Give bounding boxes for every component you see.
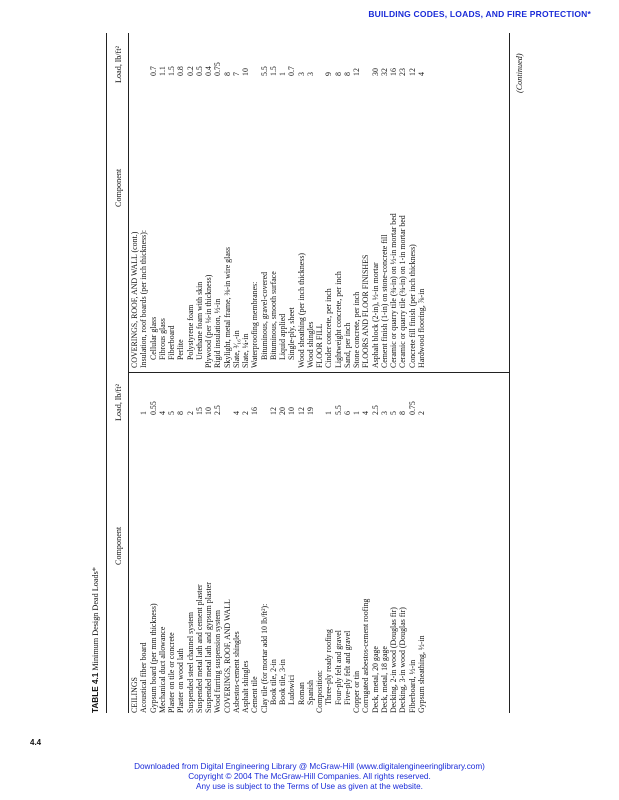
row-load-value: 5 (389, 411, 398, 415)
row-load-value: 0.75 (213, 62, 223, 76)
row-load-value: 2 (241, 411, 250, 415)
table-row (204, 375, 213, 713)
table-row (361, 375, 370, 713)
table-row (389, 33, 398, 368)
dead-loads-table (91, 33, 531, 713)
download-footer (0, 762, 619, 792)
row-load-value: 1.1 (157, 66, 167, 76)
row-component: Fiberboard, ½-in (407, 659, 417, 713)
table-row (130, 33, 139, 368)
table-row (343, 33, 352, 368)
row-component: Decking, 3-in wood (Douglas fir) (398, 607, 408, 713)
right-component-header: Component (114, 168, 123, 207)
row-component: Skylight, metal frame, ⅜-in wire glass (222, 247, 232, 368)
row-load-value: 8 (342, 72, 352, 76)
table-row (297, 375, 306, 713)
footer-line-1[interactable]: Downloaded from Digital Engineering Library @ McGraw-Hill (www.digitalengineeringlibrary.com) (134, 762, 485, 771)
row-component: Acoustical fiber board (139, 642, 149, 713)
row-component: Gypsum sheathing, ½-in (416, 635, 426, 713)
row-component: Mechanical duct allowance (157, 626, 167, 713)
table-row (186, 33, 195, 368)
row-component: Ceramic or quarry tile (¾-in) on ½-in mortar bed (389, 213, 398, 368)
table-row (278, 375, 287, 713)
table-row (324, 33, 333, 368)
table-row (334, 33, 343, 368)
row-load-value: 8 (398, 411, 408, 415)
table-row (260, 375, 269, 713)
row-load-value: 4 (231, 411, 241, 415)
row-component: Slate, ¼-in (241, 333, 250, 368)
table-row (176, 33, 185, 368)
row-component: Deck, metal, 18 gage (379, 646, 389, 713)
table-row (167, 375, 176, 713)
row-load-value: 3 (296, 72, 306, 76)
table-row (232, 375, 241, 713)
row-load-value: 5.5 (259, 66, 269, 76)
table-row (158, 375, 167, 713)
row-component: Clay tile (for mortar add 10 lb/ft²): (259, 603, 269, 713)
row-component: FLOORS AND FLOOR FINISHES (361, 254, 371, 368)
right-load-header: Load, lb/ft² (114, 45, 123, 83)
row-component: Roman (296, 682, 306, 705)
row-component: Concrete fill finish (per inch thickness) (407, 244, 417, 368)
row-load-value: 1.5 (268, 66, 278, 76)
row-component: Waterproofing membranes: (250, 281, 260, 368)
row-load-value: 1 (278, 72, 287, 76)
table-bottom-rule (509, 33, 510, 713)
row-component: COVERINGS, ROOF, AND WALL (cont.) (130, 231, 139, 368)
row-load-value: 1.5 (167, 66, 176, 76)
table-row (250, 33, 259, 368)
row-component: Insulation, roof boards (per inch thickness): (139, 229, 149, 368)
row-component: FLOOR FILL (315, 323, 324, 368)
row-load-value: 12 (407, 68, 417, 76)
row-load-value: 2 (416, 411, 426, 415)
row-load-value: 30 (370, 68, 380, 76)
row-component: Ludowici (287, 674, 297, 705)
table-row (232, 33, 241, 368)
row-load-value: 0.2 (185, 66, 195, 76)
table-row (250, 375, 259, 713)
table-row (408, 375, 417, 713)
table-row (269, 375, 278, 713)
row-load-value: 7 (231, 72, 241, 76)
row-component: Bituminous, smooth surface (268, 271, 278, 360)
row-component: CEILINGS (130, 677, 139, 713)
row-load-value: 2 (185, 411, 195, 415)
row-component: Five-ply felt and gravel (342, 630, 352, 705)
row-component: Suspended metal lath and gypsum plaster (204, 582, 213, 713)
row-component: Suspended metal lath and cement plaster (194, 584, 204, 713)
table-row (287, 375, 296, 713)
row-load-value: 2.5 (213, 405, 223, 415)
row-component: Ceramic or quarry tile (¾-in) on 1-in mortar bed (398, 215, 408, 368)
row-component: Cinder concrete, per inch (324, 288, 334, 368)
table-row (195, 375, 204, 713)
table-row (417, 33, 426, 368)
row-load-value: 6 (342, 411, 352, 415)
row-component: Sand, per inch (342, 322, 352, 368)
table-row (380, 33, 389, 368)
row-load-value: 5 (167, 411, 176, 415)
table-row (167, 33, 176, 368)
table-row (223, 375, 232, 713)
left-load-header: Load, lb/ft² (114, 383, 123, 421)
table-row (324, 375, 333, 713)
row-component: Rigid insulation, ½-in (213, 298, 223, 368)
row-component: Book tile, 3-in (278, 659, 287, 705)
table-row (149, 375, 158, 713)
row-load-value: 8 (176, 411, 186, 415)
row-component: Copper or tin (352, 670, 361, 713)
table-row (213, 33, 222, 368)
row-load-value: 0.7 (148, 66, 158, 76)
row-component: Asphalt shingles (241, 660, 250, 713)
table-row (306, 33, 315, 368)
row-component: Corrugated asbestos-cement roofing (361, 598, 371, 713)
row-component: Lightweight concrete, per inch (333, 271, 343, 368)
row-load-value: 8 (333, 72, 343, 76)
row-load-value: 23 (398, 68, 408, 76)
footer-line-2: Copyright © 2004 The McGraw-Hill Companies. All rights reserved. (188, 772, 431, 781)
row-load-value: 16 (250, 407, 260, 415)
row-load-value: 1 (324, 411, 334, 415)
table-row (139, 375, 148, 713)
row-component: Three-ply ready roofing (324, 629, 334, 705)
row-component: Slate, ³⁄₁₆-in (231, 330, 241, 368)
table-row (361, 33, 370, 368)
column-separator (128, 372, 509, 373)
left-component-header: Component (114, 526, 123, 565)
table-row (352, 33, 361, 368)
row-component: Spanish (305, 680, 315, 705)
row-load-value: 9 (324, 72, 334, 76)
running-header: BUILDING CODES, LOADS, AND FIRE PROTECTION* (368, 9, 591, 19)
row-load-value: 0.8 (176, 66, 186, 76)
row-load-value: 16 (389, 68, 398, 76)
row-component: Polystyrene foam (185, 304, 195, 360)
row-load-value: 4 (361, 411, 371, 415)
table-row (297, 33, 306, 368)
table-row (176, 375, 185, 713)
row-component: Bituminous, gravel-covered (259, 271, 269, 360)
footer-line-3: Any use is subject to the Terms of Use as given at the website. (196, 782, 423, 791)
row-component: COVERINGS, ROOF, AND WALL (222, 599, 232, 713)
row-load-value: 32 (379, 68, 389, 76)
table-row (241, 375, 250, 713)
table-row (223, 33, 232, 368)
table-row (149, 33, 158, 368)
row-load-value: 0.4 (204, 66, 213, 76)
row-load-value: 1 (352, 411, 361, 415)
table-caption (91, 567, 100, 713)
row-component: Plaster on wood lath (176, 648, 186, 713)
row-load-value: 0.75 (407, 401, 417, 415)
table-top-rule (106, 33, 107, 713)
row-load-value: 3 (305, 72, 315, 76)
row-load-value: 3 (379, 411, 389, 415)
row-component: Fiberboard (167, 325, 176, 360)
table-row (186, 375, 195, 713)
table-row (371, 33, 380, 368)
table-row (315, 33, 324, 368)
row-load-value: 10 (204, 407, 213, 415)
row-component: Cement finish (1-in) on stone-concrete fill (379, 234, 389, 368)
table-row (408, 33, 417, 368)
row-component: Gypsum board (per mm thickness) (148, 603, 158, 713)
row-component: Suspended steel channel system (185, 611, 195, 713)
table-row (343, 375, 352, 713)
table-row (260, 33, 269, 368)
row-component: Deck, metal, 20 gage (370, 646, 380, 713)
page-number: 4.4 (30, 738, 42, 747)
row-load-value: 10 (241, 68, 250, 76)
row-component: Wood furring suspension system (213, 609, 223, 713)
row-component: Liquid applied (278, 313, 287, 360)
row-load-value: 12 (268, 407, 278, 415)
row-load-value: 2.5 (370, 405, 380, 415)
row-load-value: 0.5 (194, 66, 204, 76)
row-load-value: 4 (416, 72, 426, 76)
row-component: Book tile, 2-in (268, 659, 278, 705)
row-component: Plaster on tile or concrete (167, 632, 176, 713)
row-component: Stone concrete, per inch (352, 291, 361, 368)
row-load-value: 12 (352, 68, 361, 76)
table-row (241, 33, 250, 368)
table-row (278, 33, 287, 368)
table-header-rule (128, 33, 129, 713)
row-component: Cement tile (250, 676, 260, 713)
row-component: Plywood (per ⅛-in thickness) (204, 274, 213, 368)
table-row (287, 33, 296, 368)
row-load-value: 1 (139, 411, 149, 415)
row-component: Fibrous glass (157, 318, 167, 360)
row-load-value: 10 (287, 407, 297, 415)
row-load-value: 15 (194, 407, 204, 415)
row-component: Composition: (315, 670, 324, 713)
table-row (371, 375, 380, 713)
table-row (139, 33, 148, 368)
row-component: Hardwood flooring, ⅞-in (416, 288, 426, 368)
table-row (195, 33, 204, 368)
row-load-value: 8 (222, 72, 232, 76)
continued-note: (Continued) (515, 53, 524, 93)
table-row (398, 375, 407, 713)
table-row (204, 33, 213, 368)
row-component: Four-ply felt and gravel (333, 630, 343, 705)
table-caption-text: Minimum Design Dead Loads* (91, 567, 100, 671)
row-component: Cellular glass (148, 316, 158, 360)
row-load-value: 19 (305, 407, 315, 415)
table-row (269, 33, 278, 368)
table-row (389, 375, 398, 713)
row-component: Single-ply, sheet (287, 307, 297, 360)
table-row (417, 375, 426, 713)
table-row (380, 375, 389, 713)
row-load-value: 0.55 (148, 401, 158, 415)
table-row (315, 375, 324, 713)
table-row (398, 33, 407, 368)
row-component: Wood shingles (305, 321, 315, 368)
row-component: Asbestos-cement shingles (231, 631, 241, 713)
row-load-value: 4 (157, 411, 167, 415)
table-row (158, 33, 167, 368)
left-column (130, 375, 426, 713)
row-component: Urethane foam with skin (194, 281, 204, 360)
right-column (130, 33, 426, 368)
row-load-value: 5.5 (333, 405, 343, 415)
row-component: Asphalt block (2-in), ½-in mortar (370, 262, 380, 368)
table-row (334, 375, 343, 713)
row-load-value: 20 (278, 407, 287, 415)
table-row (213, 375, 222, 713)
table-row (306, 375, 315, 713)
row-component: Decking, 2-in wood (Douglas fir) (389, 607, 398, 713)
row-load-value: 0.7 (287, 66, 297, 76)
table-caption-label: TABLE 4.1 (91, 672, 100, 713)
table-row (130, 375, 139, 713)
row-component: Perlite (176, 339, 186, 360)
row-load-value: 12 (296, 407, 306, 415)
table-row (352, 375, 361, 713)
row-component: Wood sheathing (per inch thickness) (296, 252, 306, 368)
